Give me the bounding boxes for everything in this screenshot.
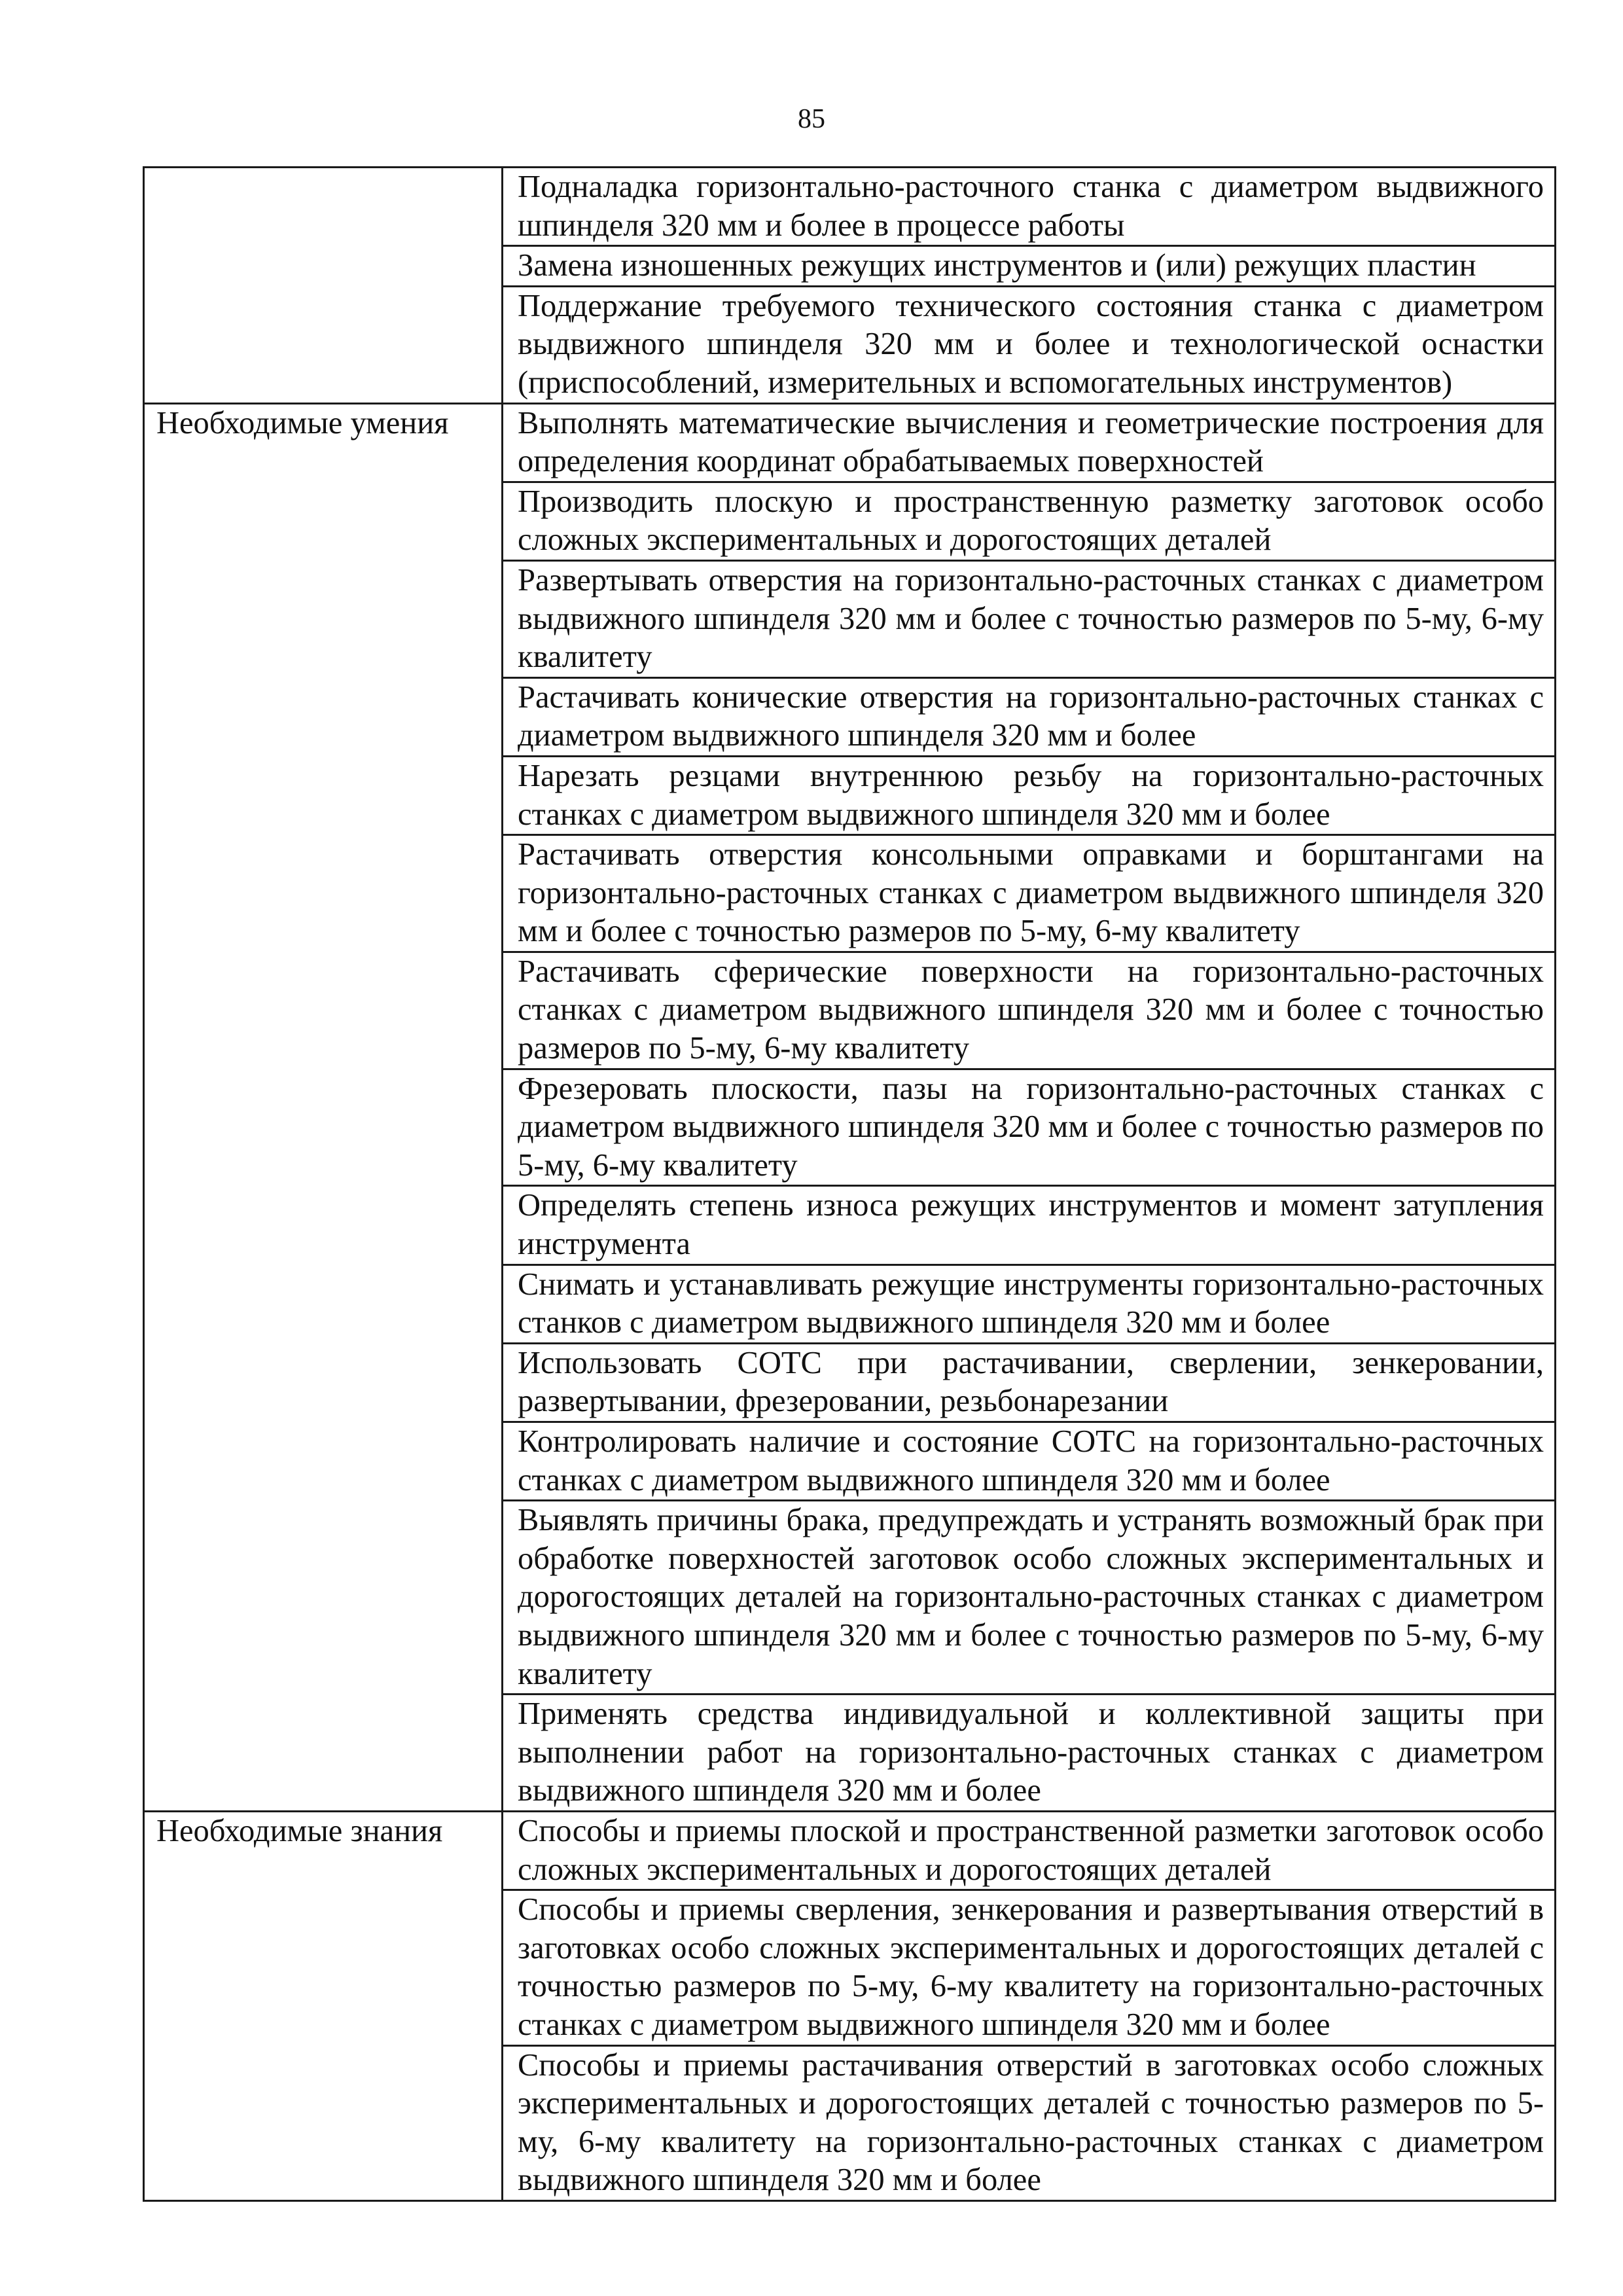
table-cell-text: Поддержание требуемого технического состояния станка с диаметром выдвижного шпинделя 320 мм и более и технологической оснастки (приспособлений, измерительных и вспомогательных инструментов) (503, 286, 1556, 403)
table-cell-text: Способы и приемы плоской и пространственной разметки заготовок особо сложных экспериментальных и дорогостоящих деталей (503, 1811, 1556, 1890)
table-cell-text: Производить плоскую и пространственную разметку заготовок особо сложных экспериментальных и дорогостоящих деталей (503, 482, 1556, 560)
table-cell-text: Определять степень износа режущих инструментов и момент затупления инструмента (503, 1186, 1556, 1265)
table-cell-text: Выявлять причины брака, предупреждать и устранять возможный брак при обработке поверхностей заготовок особо сложных экспериментальных и дорогостоящих деталей на горизонтально-расточных станках с диаметром выдвижного шпинделя 320 мм и более с точностью размеров по 5-му, 6-му квалитету (503, 1501, 1556, 1695)
table-cell-text: Выполнять математические вычисления и геометрические построения для определения координат обрабатываемых поверхностей (503, 403, 1556, 482)
table-row (144, 1811, 1556, 1890)
table-cell-text: Растачивать сферические поверхности на горизонтально-расточных станках с диаметром выдвижного шпинделя 320 мм и более с точностью размеров по 5-му, 6-му квалитету (503, 952, 1556, 1069)
table-row (144, 403, 1556, 482)
table-cell-text: Фрезеровать плоскости, пазы на горизонтально-расточных станках с диаметром выдвижного шпинделя 320 мм и более с точностью размеров по 5-му, 6-му квалитету (503, 1069, 1556, 1186)
requirements-table (143, 166, 1556, 2202)
table-row (144, 168, 1556, 246)
table-cell-text: Замена изношенных режущих инструментов и (или) режущих пластин (503, 246, 1556, 287)
table-cell-text: Растачивать отверстия консольными оправками и борштангами на горизонтально-расточных станках с диаметром выдвижного шпинделя 320 мм и более с точностью размеров по 5-му, 6-му квалитету (503, 835, 1556, 952)
table-cell-text: Применять средства индивидуальной и коллективной защиты при выполнении работ на горизонтально-расточных станках с диаметром выдвижного шпинделя 320 мм и более (503, 1695, 1556, 1812)
table-cell-text: Нарезать резцами внутреннюю резьбу на горизонтально-расточных станках с диаметром выдвижного шпинделя 320 мм и более (503, 756, 1556, 834)
row-label-knowledge: Необходимые знания (144, 1811, 503, 2200)
table-cell-text: Способы и приемы сверления, зенкерования и развертывания отверстий в заготовках особо сложных экспериментальных и дорогостоящих деталей с точностью размеров по 5-му, 6-му квалитету на горизонтально-расточных станках с диаметром выдвижного шпинделя 320 мм и более (503, 1890, 1556, 2045)
table-cell-text: Контролировать наличие и состояние СОТС на горизонтально-расточных станках с диаметром выдвижного шпинделя 320 мм и более (503, 1422, 1556, 1501)
table-cell-text: Развертывать отверстия на горизонтально-расточных станках с диаметром выдвижного шпинделя 320 мм и более с точностью размеров по 5-му, 6-му квалитету (503, 560, 1556, 677)
row-label-continuation (144, 168, 503, 404)
table-cell-text: Растачивать конические отверстия на горизонтально-расточных станках с диаметром выдвижного шпинделя 320 мм и более (503, 677, 1556, 756)
table-cell-text: Снимать и устанавливать режущие инструменты горизонтально-расточных станков с диаметром выдвижного шпинделя 320 мм и более (503, 1265, 1556, 1343)
row-label-skills: Необходимые умения (144, 403, 503, 1811)
table-cell-text: Использовать СОТС при растачивании, сверлении, зенкеровании, развертывании, фрезеровании, резьбонарезании (503, 1343, 1556, 1422)
table-cell-text: Способы и приемы растачивания отверстий в заготовках особо сложных экспериментальных и дорогостоящих деталей с точностью размеров по 5-му, 6-му квалитету на горизонтально-расточных станках с диаметром выдвижного шпинделя 320 мм и более (503, 2045, 1556, 2200)
table-cell-text: Подналадка горизонтально-расточного станка с диаметром выдвижного шпинделя 320 мм и более в процессе работы (503, 168, 1556, 246)
page-number: 85 (798, 104, 825, 134)
